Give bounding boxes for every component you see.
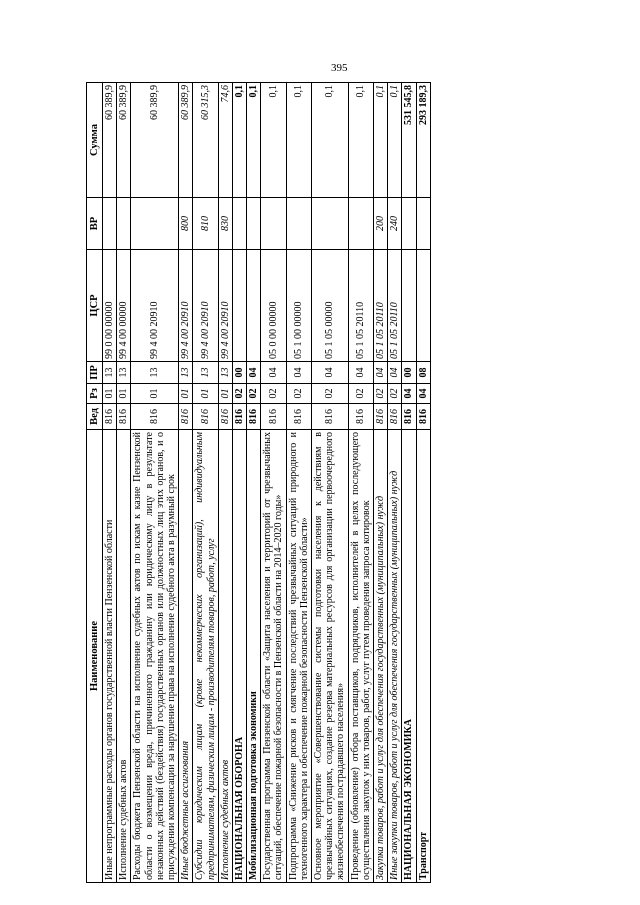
- row-name: Исполнение судебных актов: [218, 430, 232, 883]
- row-sum: 60 389,9: [117, 83, 131, 198]
- row-sum: 0,1: [348, 83, 373, 198]
- row-name: НАЦИОНАЛЬНАЯ ОБОРОНА: [232, 430, 246, 883]
- row-csr: [402, 250, 416, 362]
- row-csr: 05 1 00 00000: [286, 250, 311, 362]
- row-rz: 02: [373, 384, 387, 404]
- row-pr: 04: [247, 362, 261, 384]
- row-vr: [131, 198, 179, 250]
- table-row: [247, 83, 261, 883]
- row-vr: [247, 198, 261, 250]
- row-ved: 816: [131, 404, 179, 430]
- row-sum: 60 389,9: [179, 83, 193, 198]
- header-name: Наименование: [87, 430, 103, 883]
- row-vr: [117, 198, 131, 250]
- row-csr: 05 1 05 20110: [373, 250, 387, 362]
- row-pr: 13: [193, 362, 218, 384]
- row-csr: 05 1 05 00000: [312, 250, 349, 362]
- table-row: [117, 83, 131, 883]
- row-ved: 816: [388, 404, 402, 430]
- row-rz: 02: [286, 384, 311, 404]
- row-ved: 816: [416, 404, 430, 430]
- row-rz: 02: [348, 384, 373, 404]
- table-row: [193, 83, 218, 883]
- row-vr: [103, 198, 117, 250]
- row-ved: 816: [232, 404, 246, 430]
- row-vr: [348, 198, 373, 250]
- row-csr: 99 4 00 20910: [179, 250, 193, 362]
- row-name: Исполнение судебных актов: [117, 430, 131, 883]
- table-row: [286, 83, 311, 883]
- row-vr: 240: [388, 198, 402, 250]
- row-sum: 531 545,8: [402, 83, 416, 198]
- table-row: [373, 83, 387, 883]
- row-vr: [232, 198, 246, 250]
- table-row: [388, 83, 402, 883]
- row-name: Государственная программа Пензенской области «Защита населения и территорий от чрезвычайных ситуаций, обеспечение пожарной безопасности в Пензенской области на 2014–2020 годы»: [261, 430, 286, 883]
- row-vr: [416, 198, 430, 250]
- row-pr: 13: [117, 362, 131, 384]
- row-ved: 816: [103, 404, 117, 430]
- row-csr: [416, 250, 430, 362]
- header-sum: Сумма: [87, 83, 103, 198]
- row-name: Закупка товаров, работ и услуг для обеспечения государственных (муниципальных) нужд: [373, 430, 387, 883]
- row-sum: 0,1: [286, 83, 311, 198]
- row-name: Основное мероприятие «Совершенствование системы подготовки населения к действиям в чрезвычайных ситуациях, создание резерва материальных ресурсов для организации первоочередного жизнеобеспечения пострадавшего населения»: [312, 430, 349, 883]
- row-ved: 816: [179, 404, 193, 430]
- row-ved: 816: [312, 404, 349, 430]
- row-name: Иные закупки товаров, работ и услуг для обеспечения государственных (муниципальных) нужд: [388, 430, 402, 883]
- row-ved: 816: [117, 404, 131, 430]
- row-csr: 99 0 00 00000: [103, 250, 117, 362]
- row-name: Расходы бюджета Пензенской области на исполнение судебных актов по искам к казне Пензенской области о возмещении вреда, причиненного гражданину или юридическому лицу в результате незаконных действий (бездействия) государственных органов или должностных лиц этих органов, и о присуждении компенсации за нарушение права на исполнение судебного акта в разумный срок: [131, 430, 179, 883]
- row-ved: 816: [193, 404, 218, 430]
- row-name: Проведение (обновление) отбора поставщиков, подрядчиков, исполнителей в целях последующего осуществления закупок у них товаров, работ, услуг путем проведения запроса котировок: [348, 430, 373, 883]
- row-name: Иные непрограммные расходы органов государственной власти Пензенской области: [103, 430, 117, 883]
- row-rz: 01: [117, 384, 131, 404]
- row-rz: 01: [131, 384, 179, 404]
- row-csr: 99 4 00 00000: [117, 250, 131, 362]
- header-pr: ПР: [87, 362, 103, 384]
- row-csr: [232, 250, 246, 362]
- header-row: [87, 83, 103, 883]
- row-rz: 02: [247, 384, 261, 404]
- row-csr: 05 0 00 00000: [261, 250, 286, 362]
- row-ved: 816: [373, 404, 387, 430]
- row-sum: 0,1: [247, 83, 261, 198]
- row-sum: 0,1: [312, 83, 349, 198]
- row-rz: 02: [261, 384, 286, 404]
- row-rz: 01: [218, 384, 232, 404]
- row-csr: 05 1 05 20110: [348, 250, 373, 362]
- row-sum: 74,6: [218, 83, 232, 198]
- row-pr: 00: [232, 362, 246, 384]
- row-pr: 13: [218, 362, 232, 384]
- row-vr: 830: [218, 198, 232, 250]
- row-ved: 816: [261, 404, 286, 430]
- row-sum: 0,1: [373, 83, 387, 198]
- row-pr: 04: [261, 362, 286, 384]
- row-name: Транспорт: [416, 430, 430, 883]
- table-row: [402, 83, 416, 883]
- row-ved: 816: [247, 404, 261, 430]
- rotated-budget-table: [86, 83, 571, 883]
- row-rz: 02: [388, 384, 402, 404]
- row-ved: 816: [286, 404, 311, 430]
- row-sum: 60 389,9: [103, 83, 117, 198]
- table-row: [312, 83, 349, 883]
- row-ved: 816: [402, 404, 416, 430]
- row-vr: [402, 198, 416, 250]
- row-pr: 08: [416, 362, 430, 384]
- row-pr: 00: [402, 362, 416, 384]
- header-ved: Вед: [87, 404, 103, 430]
- row-pr: 04: [286, 362, 311, 384]
- row-vr: 810: [193, 198, 218, 250]
- row-pr: 04: [312, 362, 349, 384]
- row-name: Подпрограмма «Снижение рисков и смягчение последствий чрезвычайных ситуаций природного и техногенного характера и обеспечение пожарной безопасности Пензенской области»: [286, 430, 311, 883]
- header-vr: ВР: [87, 198, 103, 250]
- row-pr: 13: [131, 362, 179, 384]
- row-sum: 0,1: [261, 83, 286, 198]
- row-sum: 0,1: [232, 83, 246, 198]
- row-ved: 816: [218, 404, 232, 430]
- header-csr: ЦСР: [87, 250, 103, 362]
- row-vr: [312, 198, 349, 250]
- row-sum: 0,1: [388, 83, 402, 198]
- row-name: Субсидии юридическим лицам (кроме некоммерческих организаций), индивидуальным предпринимателям, физическим лицам - производителям товаров, работ, услуг: [193, 430, 218, 883]
- header-rz: Рз: [87, 384, 103, 404]
- table-row: [416, 83, 430, 883]
- table-row: [232, 83, 246, 883]
- row-csr: [247, 250, 261, 362]
- row-csr: 05 1 05 20110: [388, 250, 402, 362]
- row-sum: 60 389,9: [131, 83, 179, 198]
- row-name: НАЦИОНАЛЬНАЯ ЭКОНОМИКА: [402, 430, 416, 883]
- table-row: [103, 83, 117, 883]
- row-vr: 800: [179, 198, 193, 250]
- row-pr: 04: [348, 362, 373, 384]
- row-pr: 04: [373, 362, 387, 384]
- row-pr: 13: [179, 362, 193, 384]
- page-number: 395: [331, 62, 348, 74]
- table-row: [179, 83, 193, 883]
- row-pr: 04: [388, 362, 402, 384]
- row-vr: 200: [373, 198, 387, 250]
- row-csr: 99 4 00 20910: [131, 250, 179, 362]
- row-sum: 293 189,3: [416, 83, 430, 198]
- row-ved: 816: [348, 404, 373, 430]
- row-rz: 01: [193, 384, 218, 404]
- row-rz: 01: [103, 384, 117, 404]
- row-vr: [286, 198, 311, 250]
- row-name: Иные бюджетные ассигнования: [179, 430, 193, 883]
- row-vr: [261, 198, 286, 250]
- table-row: [261, 83, 286, 883]
- row-rz: 02: [312, 384, 349, 404]
- table-row: [131, 83, 179, 883]
- table-row: [348, 83, 373, 883]
- row-csr: 99 4 00 20910: [218, 250, 232, 362]
- row-rz: 01: [179, 384, 193, 404]
- table-row: [218, 83, 232, 883]
- row-name: Мобилизационная подготовка экономики: [247, 430, 261, 883]
- row-rz: 02: [232, 384, 246, 404]
- row-csr: 99 4 00 20910: [193, 250, 218, 362]
- row-pr: 13: [103, 362, 117, 384]
- row-rz: 04: [416, 384, 430, 404]
- row-rz: 04: [402, 384, 416, 404]
- budget-table: [86, 82, 431, 883]
- row-sum: 60 315,3: [193, 83, 218, 198]
